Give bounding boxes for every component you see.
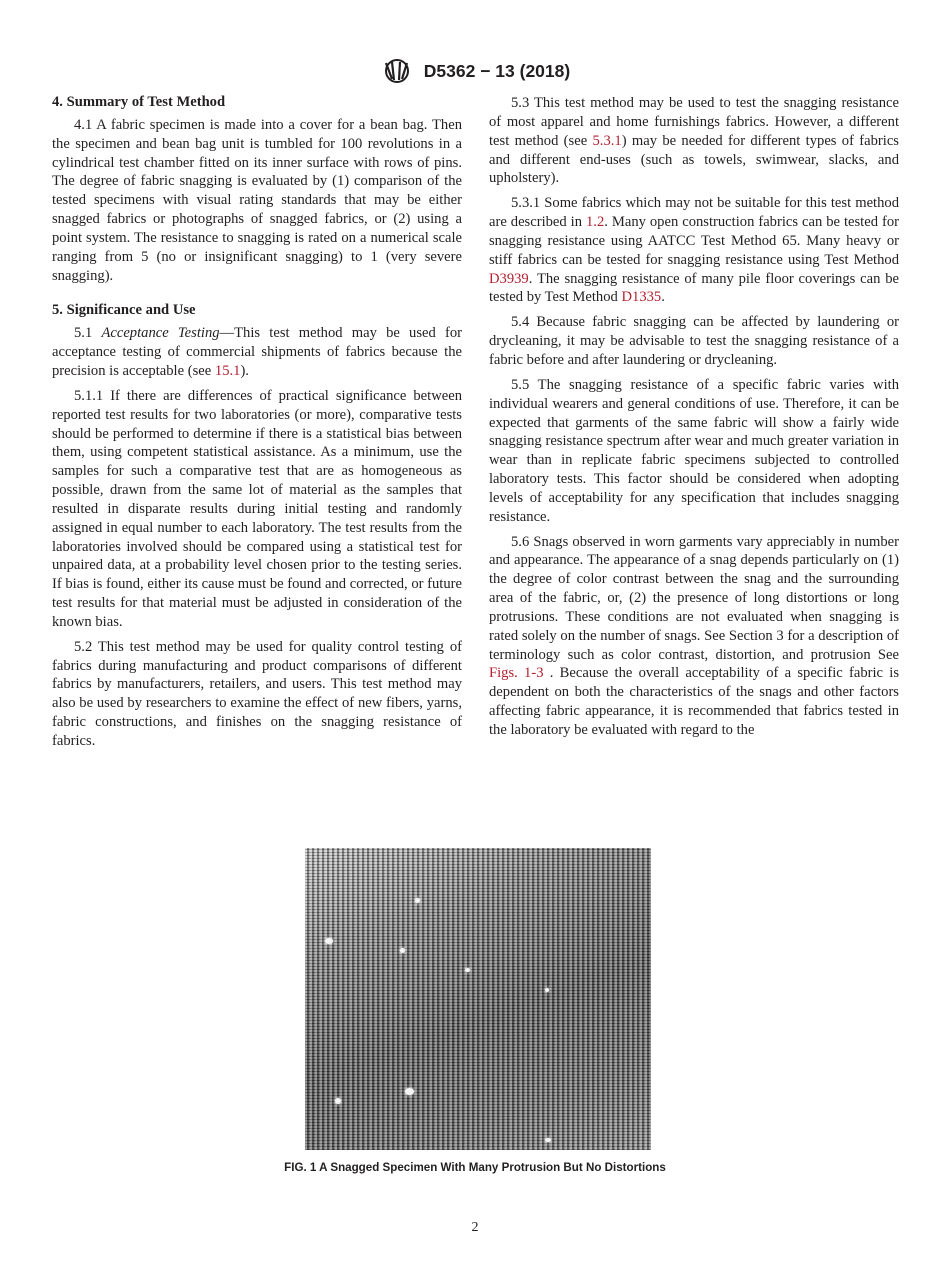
italic-term: Acceptance Testing [101,325,220,342]
paragraph-text: 5.3 This test method may be used to test the snagging resistance of most apparel and home furnishings fabrics. However, a different test method (see [489,95,899,149]
paragraph-5-6 [489,533,899,740]
paragraph-text: 5.5 The snagging resistance of a specific fabric varies with individual wearers and general conditions of use. Therefore, it can be expected that garments of the same fabric will show a fairly wide snagging resistance spectrum after wear and much greater variation in wear than in replicate fabric specimens subjected to controlled laboratory tests. This factor should be considered when adopting levels of acceptability for any specification that includes snagging resistance. [489,376,899,525]
cross-reference-link[interactable]: 5.3.1 [592,132,622,149]
cross-reference-link[interactable]: D1335 [621,289,662,306]
fabric-texture [305,848,651,1150]
paragraph-5-3-1 [489,194,899,307]
snag-mark [545,988,549,992]
paragraph-5-3 [489,94,899,188]
cross-reference-link[interactable]: 15.1 [214,362,241,379]
paragraph-text: ) may be needed for different types of fabrics and different end-uses (such as towels, swimwear, slacks, and upholstery). [489,132,899,187]
document-designation: D5362 − 13 (2018) [423,60,571,81]
paragraph-text: —This test method may be used for acceptance testing of commercial shipments of fabrics because the precision is acceptable (see [52,325,463,379]
snag-mark [400,948,405,953]
paragraph-text: 5.4 Because fabric snagging can be affected by laundering or drycleaning, it may be advisable to test the snagging resistance of a fabric before and after laundering or drycleaning. [489,314,899,368]
section-4-heading: 4. Summary of Test Method [52,94,226,110]
page-header [0,58,950,84]
paragraph-5-4 [489,313,899,370]
paragraph-5-1 [52,324,462,381]
left-column [52,93,462,757]
snag-mark [405,1088,414,1095]
paragraph-5-1-1 [52,387,462,632]
paragraph-text: . The snagging resistance of many pile floor coverings can be tested by Test Method [489,270,899,306]
right-column [489,94,899,746]
snag-mark [465,968,470,972]
paragraph-text: 5.3.1 Some fabrics which may not be suitable for this test method are described in [489,195,899,231]
snag-mark [545,1138,551,1142]
cross-reference-link[interactable]: Figs. 1-3 [489,665,544,682]
paragraph-text: 4.1 A fabric specimen is made into a cover for a bean bag. Then the specimen and bean bag unit is tumbled for 100 revolutions in a cylindrical test chamber fitted on its inner surface with rows of pins. The degree of fabric snagging is evaluated by (1) comparison of the tested specimens with visual rating standards that may be either snagged fabrics or photographs of snagged fabrics, or (2) using a point system. The resistance to snagging is rated on a numerical scale ranging from 5 (no or insignificant snagging) to 1 (very severe snagging). [52,116,462,284]
cross-reference-link[interactable]: 1.2 [586,214,605,231]
paragraph-4-1 [52,116,462,286]
figure-1-fabric-photo [305,848,651,1150]
paragraph-5-2 [52,638,462,751]
paragraph-text: 5.1 [74,325,102,342]
paragraph-text: . Because the overall acceptability of a specific fabric is dependent on both the characteristics of the snags and other factors affecting fabric appearance, it is recommended that fabrics tested in the laboratory be evaluated with regard to the [489,665,900,738]
page-number: 2 [471,1220,479,1235]
paragraph-text: 5.2 This test method may be used for quality control testing of fabrics during manufacturing and product comparisons of different fabrics by manufacturers, retailers, and users. This test method may also be used by researchers to examine the effect of new fibers, yarns, fabric constructions, and finishes on the snagging resistance of fabrics. [52,638,462,749]
paragraph-5-5 [489,376,899,527]
astm-logo-icon [380,58,414,84]
paragraph-text: ). [240,362,249,379]
figure-1-caption: FIG. 1 A Snagged Specimen With Many Protrusion But No Distortions [284,1161,666,1174]
paragraph-text: 5.1.1 If there are differences of practical significance between reported test results for two laboratories (or more), comparative tests should be performed to determine if there is a statistical bias between them, using competent statistical assistance. As a minimum, use the samples for such a comparative test that are as homogeneous as possible, drawn from the same lot of material as the samples that resulted in disparate results during initial testing and randomly assigned in equal number to each laboratory. The test results from the laboratories involved should be compared using a statistical test for unpaired data, at a probability level chosen prior to the testing series. If bias is found, either its cause must be found and corrected, or future test results for that material must be adjusted in consideration of the known bias. [52,387,462,630]
paragraph-text: 5.6 Snags observed in worn garments vary appreciably in number and appearance. The appearance of a snag depends particularly on (1) the degree of color contrast between the snag and the surrounding area of the fabric, or, (2) the presence of long distortions or long protrusions. These conditions are not evaluated when snagging is rated solely on the number of snags. See Section 3 for a description of terminology such as color contrast, distortion, and protrusion See [489,533,899,663]
snag-mark [415,898,420,903]
snag-mark [325,938,333,944]
cross-reference-link[interactable]: D3939 [489,270,529,287]
section-5-heading: 5. Significance and Use [52,302,196,319]
paragraph-text: . [661,289,665,306]
paragraph-text: . Many open construction fabrics can be tested for snagging resistance using AATCC Test Method 65. Many heavy or stiff fabrics can be tested for snagging resistance using Test Method [489,214,899,268]
snag-mark [335,1098,341,1104]
